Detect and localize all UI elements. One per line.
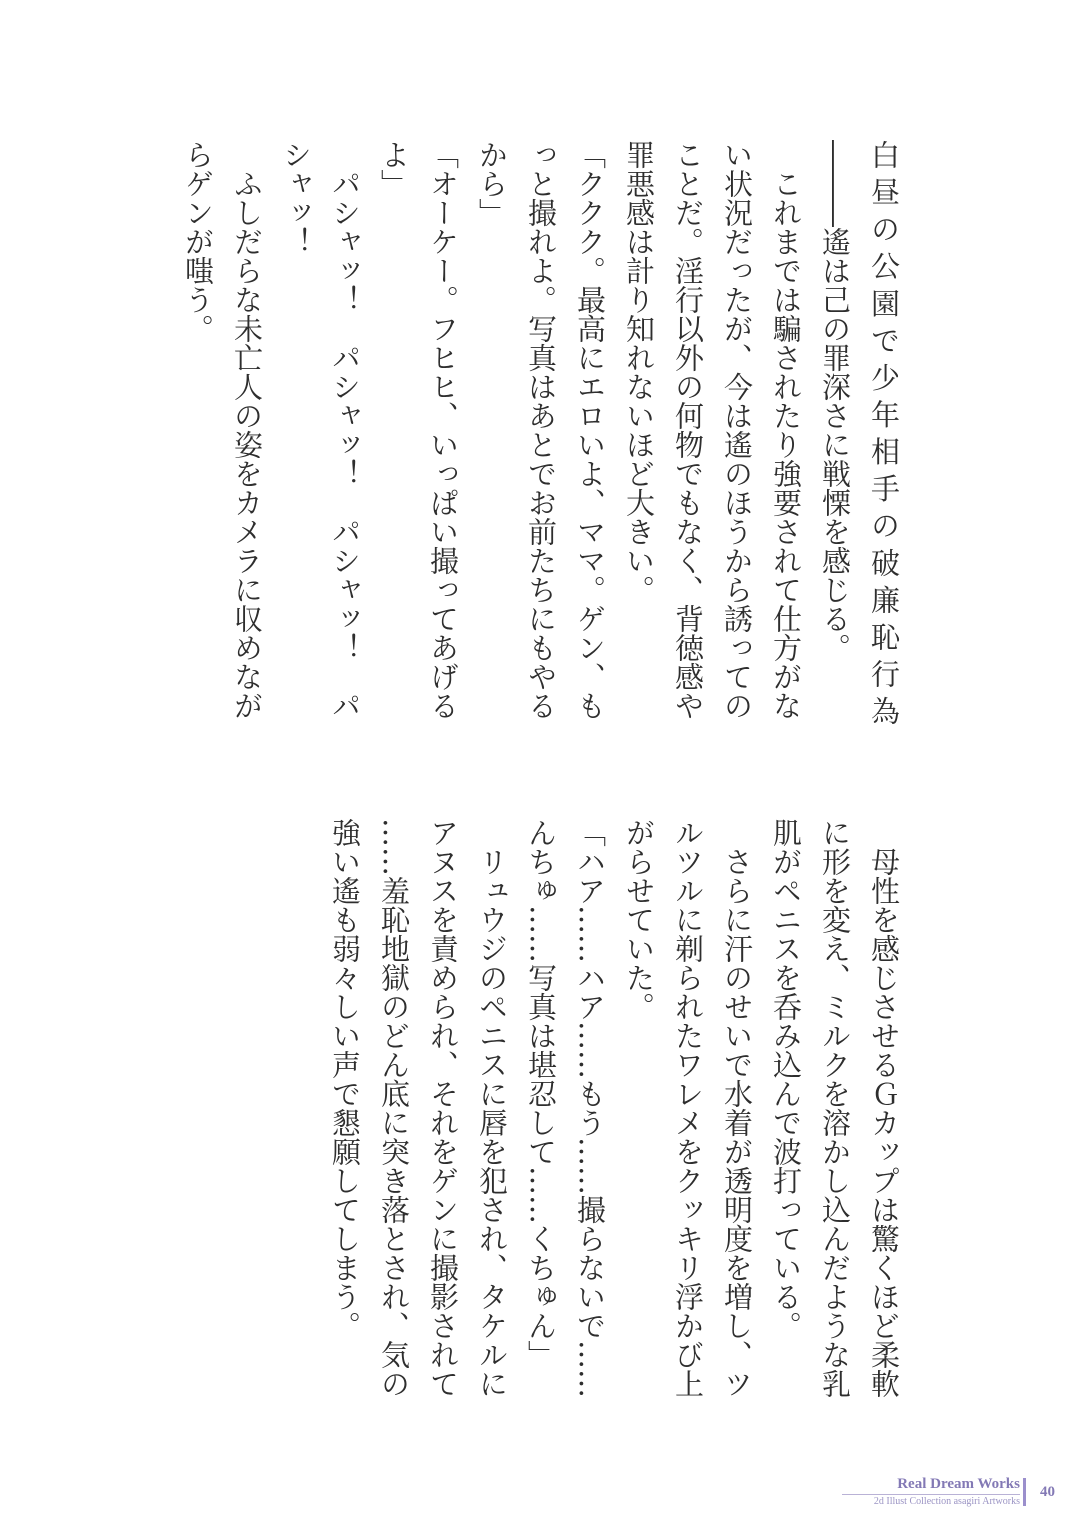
text-column: ルツルに剃られたワレメをクッキリ浮かび上	[671, 818, 705, 1398]
text-column: ことだ。淫行以外の何物でもなく、背徳感や	[671, 140, 705, 720]
text-column: アヌスを責められ、それをゲンに撮影されて	[426, 818, 460, 1398]
text-column: ふしだらな未亡人の姿をカメラに収めなが	[230, 140, 264, 720]
text-column: 白昼の公園で少年相手の破廉恥行為	[867, 140, 901, 725]
text-column: 「オーケー。フヒヒ、いっぱい撮ってあげる	[426, 140, 460, 720]
text-column: から」	[475, 140, 509, 227]
text-column: よ」	[377, 140, 411, 198]
text-column: がらせていた。	[622, 818, 656, 1021]
text-column: 「ククク。最高にエロいよ、ママ。ゲン、も	[573, 140, 607, 720]
text-column: 「ハア……ハア……もう……撮らないで……	[573, 818, 607, 1398]
text-column: っと撮れよ。写真はあとでお前たちにもやる	[524, 140, 558, 720]
text-column: 肌がペニスを呑み込んで波打っている。	[769, 818, 803, 1340]
footer-vertical-bar	[1023, 1478, 1026, 1506]
page-number: 40	[1040, 1484, 1055, 1500]
text-column: これまでは騙されたり強要されて仕方がな	[769, 140, 803, 720]
footer-divider	[842, 1494, 1020, 1495]
text-column: らゲンが嗤う。	[181, 140, 215, 343]
footer-brand: Real Dream Works	[897, 1476, 1020, 1492]
text-column: ……羞恥地獄のどん底に突き落とされ、気の	[377, 818, 411, 1398]
text-column: ―――遙は己の罪深さに戦慄を感じる。	[818, 140, 852, 662]
text-column: 強い遙も弱々しい声で懇願してしまう。	[328, 818, 362, 1340]
text-column: リュウジのペニスに唇を犯され、タケルに	[475, 818, 509, 1398]
footer-subtitle: 2d Illust Collection asagiri Artworks	[873, 1496, 1020, 1507]
text-column: シャッ！	[279, 140, 313, 256]
text-column: い状況だったが、今は遙のほうから誘っての	[720, 140, 754, 720]
text-column: さらに汗のせいで水着が透明度を増し、ツ	[720, 818, 754, 1398]
text-column: パシャッ！ パシャッ！ パシャッ！ パ	[328, 140, 362, 720]
text-column: 罪悪感は計り知れないほど大きい。	[622, 140, 656, 604]
text-column: んちゅ……写真は堪忍して……くちゅん」	[524, 818, 558, 1369]
text-column: に形を変え、ミルクを溶かし込んだような乳	[818, 818, 852, 1398]
text-column: 母性を感じさせるＧカップは驚くほど柔軟	[867, 818, 901, 1398]
